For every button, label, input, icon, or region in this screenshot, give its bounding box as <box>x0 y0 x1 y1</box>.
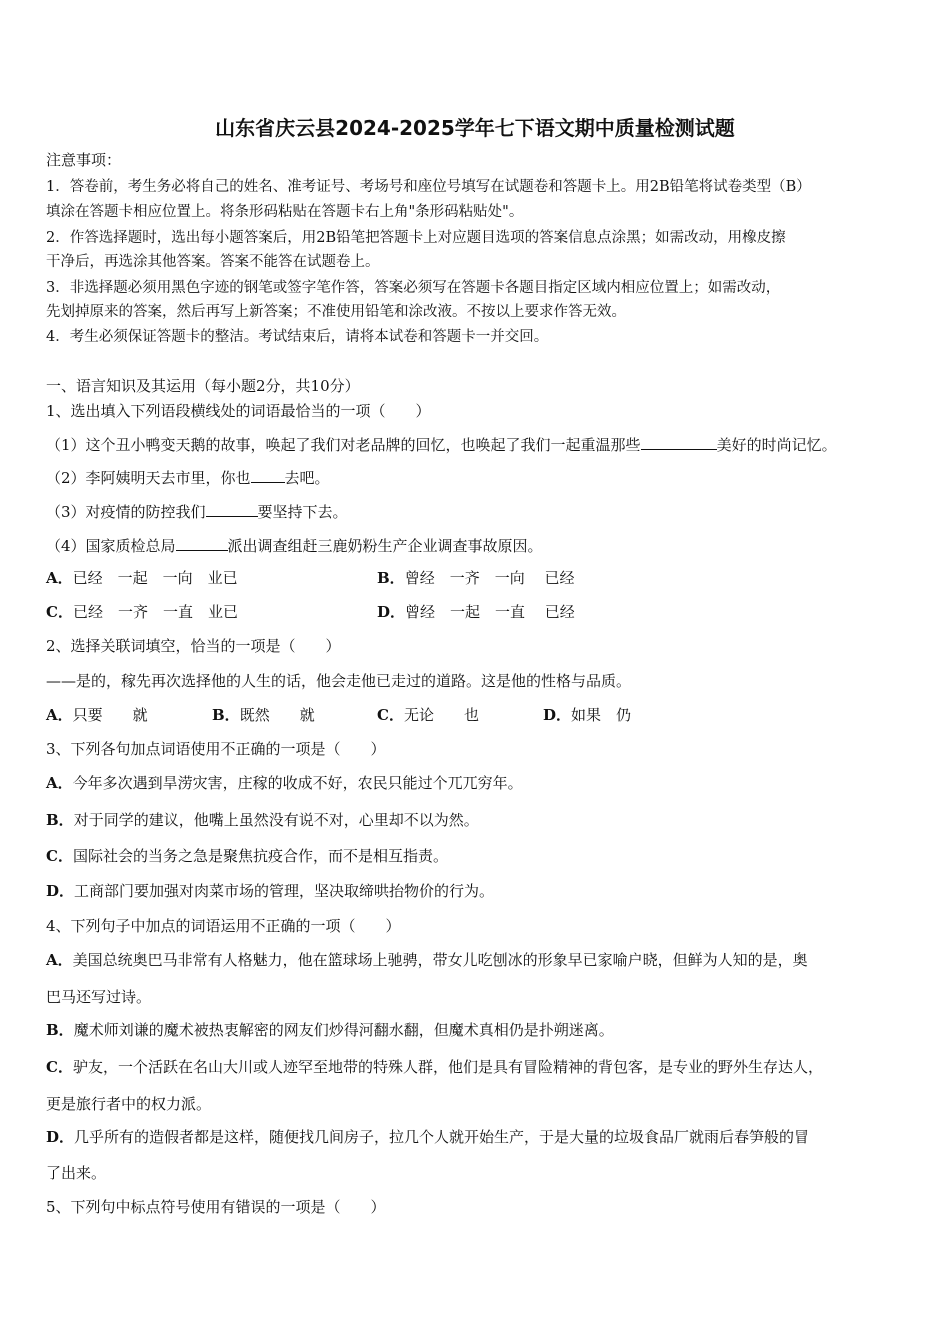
q3-option-d[interactable] <box>46 881 494 901</box>
q1-option-a[interactable] <box>46 568 238 588</box>
option-label: D． <box>543 706 572 724</box>
option-label: D． <box>46 1128 75 1146</box>
option-text: 驴友，一个活跃在名山大川或人迹罕至地带的特殊人群，他们是具有冒险精神的背包客，是专业的野外生存达人， <box>72 1058 823 1076</box>
page-title: 山东省庆云县2024-2025学年七下语文期中质量检测试题 <box>215 116 735 140</box>
option-text: 今年多次遇到旱涝灾害，庄稼的收成不好，农民只能过个兀兀穷年。 <box>72 774 523 792</box>
notice-line: 1．答卷前，考生务必将自己的姓名、准考证号、考场号和座位号填写在试题卷和答题卡上。用2B铅笔将试卷类型（B） <box>46 179 811 195</box>
option-text: 已经 一起 一向 业已 <box>72 569 238 587</box>
option-label: A． <box>46 774 73 792</box>
q3-option-c[interactable] <box>46 846 448 866</box>
fill-blank <box>251 468 285 483</box>
notice-line: 先划掉原来的答案，然后再写上新答案；不准使用铅笔和涂改液。不按以上要求作答无效。 <box>46 304 626 320</box>
q4-option-b[interactable] <box>46 1020 614 1040</box>
q1-sentence-1-part-b: 美好的时尚记忆。 <box>716 436 837 454</box>
option-label: B． <box>377 569 405 587</box>
q2-option-b[interactable] <box>212 705 315 725</box>
q1-sentence-4-part-a: （4）国家质检总局 <box>46 537 176 555</box>
option-label: D． <box>46 882 75 900</box>
q1-sentence-3 <box>46 502 348 522</box>
q2-option-a[interactable] <box>46 705 148 725</box>
q1-option-c[interactable] <box>46 602 238 622</box>
q3-option-b[interactable] <box>46 810 479 830</box>
option-text: 只要 就 <box>72 706 148 724</box>
option-text: 对于同学的建议，他嘴上虽然没有说不对，心里却不以为然。 <box>73 811 479 829</box>
q4-stem: 4、下列句子中加点的词语运用不正确的一项（ ） <box>46 917 401 935</box>
option-text: 如果 仍 <box>571 706 632 724</box>
option-text: 魔术师刘谦的魔术被热衷解密的网友们炒得河翻水翻，但魔术真相仍是扑朔迷离。 <box>73 1021 614 1039</box>
q1-sentence-1 <box>46 435 837 455</box>
notice-line: 2．作答选择题时，选出每小题答案后，用2B铅笔把答题卡上对应题目选项的答案信息点涂黑；如需改动，用橡皮擦 <box>46 230 786 246</box>
notice-line: 4．考生必须保证答题卡的整洁。考试结束后，请将本试卷和答题卡一并交回。 <box>46 329 549 345</box>
q1-sentence-3-part-a: （3）对疫情的防控我们 <box>46 503 206 521</box>
notice-heading: 注意事项： <box>46 151 122 169</box>
q1-sentence-2-part-b: 去吧。 <box>284 469 330 487</box>
fill-blank <box>176 536 228 551</box>
q1-sentence-3-part-b: 要坚持下去。 <box>257 503 348 521</box>
option-label: A． <box>46 951 73 969</box>
option-label: A． <box>46 706 73 724</box>
q2-sentence: ——是的，稼先再次选择他的人生的话，他会走他已走过的道路。这是他的性格与品质。 <box>46 672 632 690</box>
option-label: C． <box>377 706 404 724</box>
section-heading: 一、语言知识及其运用（每小题2分，共10分） <box>46 377 360 395</box>
option-label: B． <box>212 706 240 724</box>
option-label: D． <box>377 603 406 621</box>
option-text: 曾经 一起 一直 已经 <box>405 603 575 621</box>
option-text: 无论 也 <box>403 706 479 724</box>
option-label: C． <box>46 1058 73 1076</box>
q4-option-d-continuation: 了出来。 <box>46 1164 107 1182</box>
q1-sentence-2-part-a: （2）李阿姨明天去市里，你也 <box>46 469 251 487</box>
option-label: C． <box>46 847 73 865</box>
q1-sentence-4 <box>46 536 543 556</box>
q2-option-d[interactable] <box>543 705 631 725</box>
option-label: A． <box>46 569 73 587</box>
q3-stem: 3、下列各句加点词语使用不正确的一项是（ ） <box>46 740 386 758</box>
option-text: 曾经 一齐 一向 已经 <box>404 569 575 587</box>
q1-sentence-4-part-b: 派出调查组赶三鹿奶粉生产企业调查事故原因。 <box>227 537 543 555</box>
option-text: 国际社会的当务之急是聚焦抗疫合作，而不是相互指责。 <box>72 847 448 865</box>
q2-option-c[interactable] <box>377 705 479 725</box>
q4-option-c[interactable] <box>46 1057 823 1077</box>
option-text: 工商部门要加强对肉菜市场的管理，坚决取缔哄抬物价的行为。 <box>74 882 495 900</box>
option-label: B． <box>46 1021 74 1039</box>
q3-option-a[interactable] <box>46 773 523 793</box>
fill-blank <box>206 502 258 517</box>
q1-stem: 1、选出填入下列语段横线处的词语最恰当的一项（ ） <box>46 402 431 420</box>
q4-option-a-continuation: 巴马还写过诗。 <box>46 988 152 1006</box>
q4-option-d[interactable] <box>46 1127 809 1147</box>
q1-sentence-2 <box>46 468 330 488</box>
q1-option-d[interactable] <box>377 602 575 622</box>
q2-stem: 2、选择关联词填空，恰当的一项是（ ） <box>46 637 341 655</box>
option-text: 几乎所有的造假者都是这样，随便找几间房子，拉几个人就开始生产，于是大量的垃圾食品厂就雨后春笋般的冒 <box>74 1128 810 1146</box>
option-text: 已经 一齐 一直 业已 <box>72 603 238 621</box>
option-label: B． <box>46 811 74 829</box>
notice-line: 3．非选择题必须用黑色字迹的钢笔或签字笔作答，答案必须写在答题卡各题目指定区域内相应位置上；如需改动， <box>46 280 781 296</box>
option-label: C． <box>46 603 73 621</box>
q1-option-b[interactable] <box>377 568 574 588</box>
q5-stem: 5、下列句中标点符号使用有错误的一项是（ ） <box>46 1198 386 1216</box>
q4-option-c-continuation: 更是旅行者中的权力派。 <box>46 1095 212 1113</box>
option-text: 美国总统奥巴马非常有人格魅力，他在篮球场上驰骋，带女儿吃刨冰的形象早已家喻户晓，但鲜为人知的是，奥 <box>72 951 808 969</box>
q1-sentence-1-part-a: （1）这个丑小鸭变天鹅的故事，唤起了我们对老品牌的回忆，也唤起了我们一起重温那些 <box>46 436 641 454</box>
notice-line: 干净后，再选涂其他答案。答案不能答在试题卷上。 <box>46 254 380 270</box>
option-text: 既然 就 <box>239 706 315 724</box>
notice-line: 填涂在答题卡相应位置上。将条形码粘贴在答题卡右上角"条形码粘贴处"。 <box>46 204 524 220</box>
fill-blank <box>641 435 717 450</box>
q4-option-a[interactable] <box>46 950 808 970</box>
